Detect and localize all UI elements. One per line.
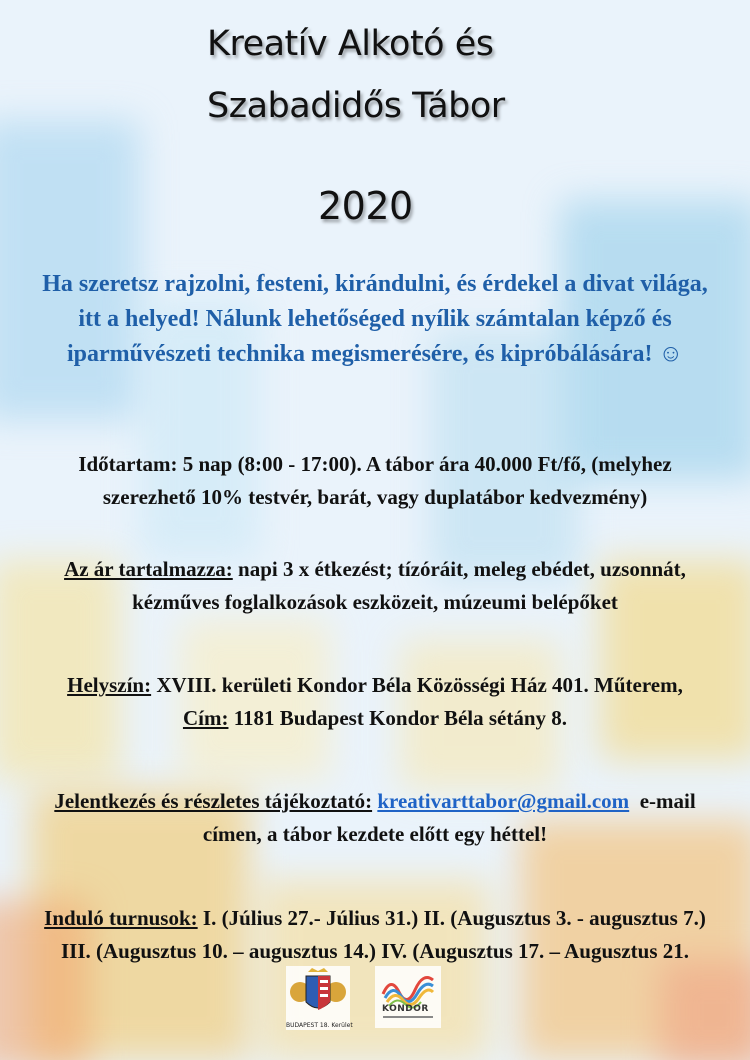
- intro-line: Ha szeretsz rajzolni, festeni, kirándulni, és érdekel a divat világa,: [42, 271, 708, 297]
- location-label: Helyszín:: [67, 673, 152, 697]
- title-line-2: Szabadidős Tábor: [207, 86, 505, 126]
- duration-line: Időtartam: 5 nap (8:00 - 17:00). A tábor ára 40.000 Ft/fő, (melyhez: [78, 452, 672, 476]
- price-label: Az ár tartalmazza:: [64, 557, 233, 581]
- address-text: 1181 Budapest Kondor Béla sétány 8.: [228, 706, 568, 730]
- intro-line: iparművészeti technika megismerésére, és kipróbálására! ☺: [67, 341, 683, 367]
- location-paragraph: [0, 669, 750, 735]
- email-link[interactable]: kreativarttabor@gmail.com: [377, 789, 630, 813]
- duration-paragraph: [0, 448, 750, 514]
- duration-line: szerezhető 10% testvér, barát, vagy duplatábor kedvezmény): [102, 485, 648, 509]
- district-coat-of-arms-logo: [286, 966, 350, 1030]
- left-logo-caption: BUDAPEST 18. Kerület: [286, 1022, 353, 1029]
- turns-text: I. (Július 27.- Július 31.) II. (Augusztus 3. - augusztus 7.): [197, 906, 706, 930]
- apply-line: címen, a tábor kezdete előtt egy héttel!: [202, 822, 548, 846]
- right-logo-caption: KONDOR: [382, 1004, 429, 1014]
- turns-line: III. (Augusztus 10. – augusztus 14.) IV. (Augusztus 17. – Augusztus 21.: [60, 939, 689, 963]
- turns-paragraph: [0, 902, 750, 968]
- intro-line: itt a helyed! Nálunk lehetőséged nyílik számtalan képző és: [78, 306, 672, 332]
- address-label: Cím:: [182, 706, 229, 730]
- price-line: kézműves foglalkozások eszközeit, múzeumi belépőket: [132, 590, 618, 614]
- intro-paragraph: [0, 267, 750, 372]
- kondor-community-house-logo: [375, 966, 441, 1028]
- price-text: napi 3 x étkezést; tízóráit, meleg ebédet, uzsonnát,: [232, 557, 686, 581]
- apply-label: Jelentkezés és részletes tájékoztató:: [54, 789, 373, 813]
- title-line-1: Kreatív Alkotó és: [207, 24, 494, 64]
- title-year: 2020: [318, 184, 413, 228]
- turns-label: Induló turnusok:: [44, 906, 198, 930]
- location-text: XVIII. kerületi Kondor Béla Közösségi Ház 401. Műterem,: [151, 673, 683, 697]
- apply-paragraph: [0, 785, 750, 851]
- price-paragraph: [0, 553, 750, 619]
- apply-text: e-mail: [629, 789, 696, 813]
